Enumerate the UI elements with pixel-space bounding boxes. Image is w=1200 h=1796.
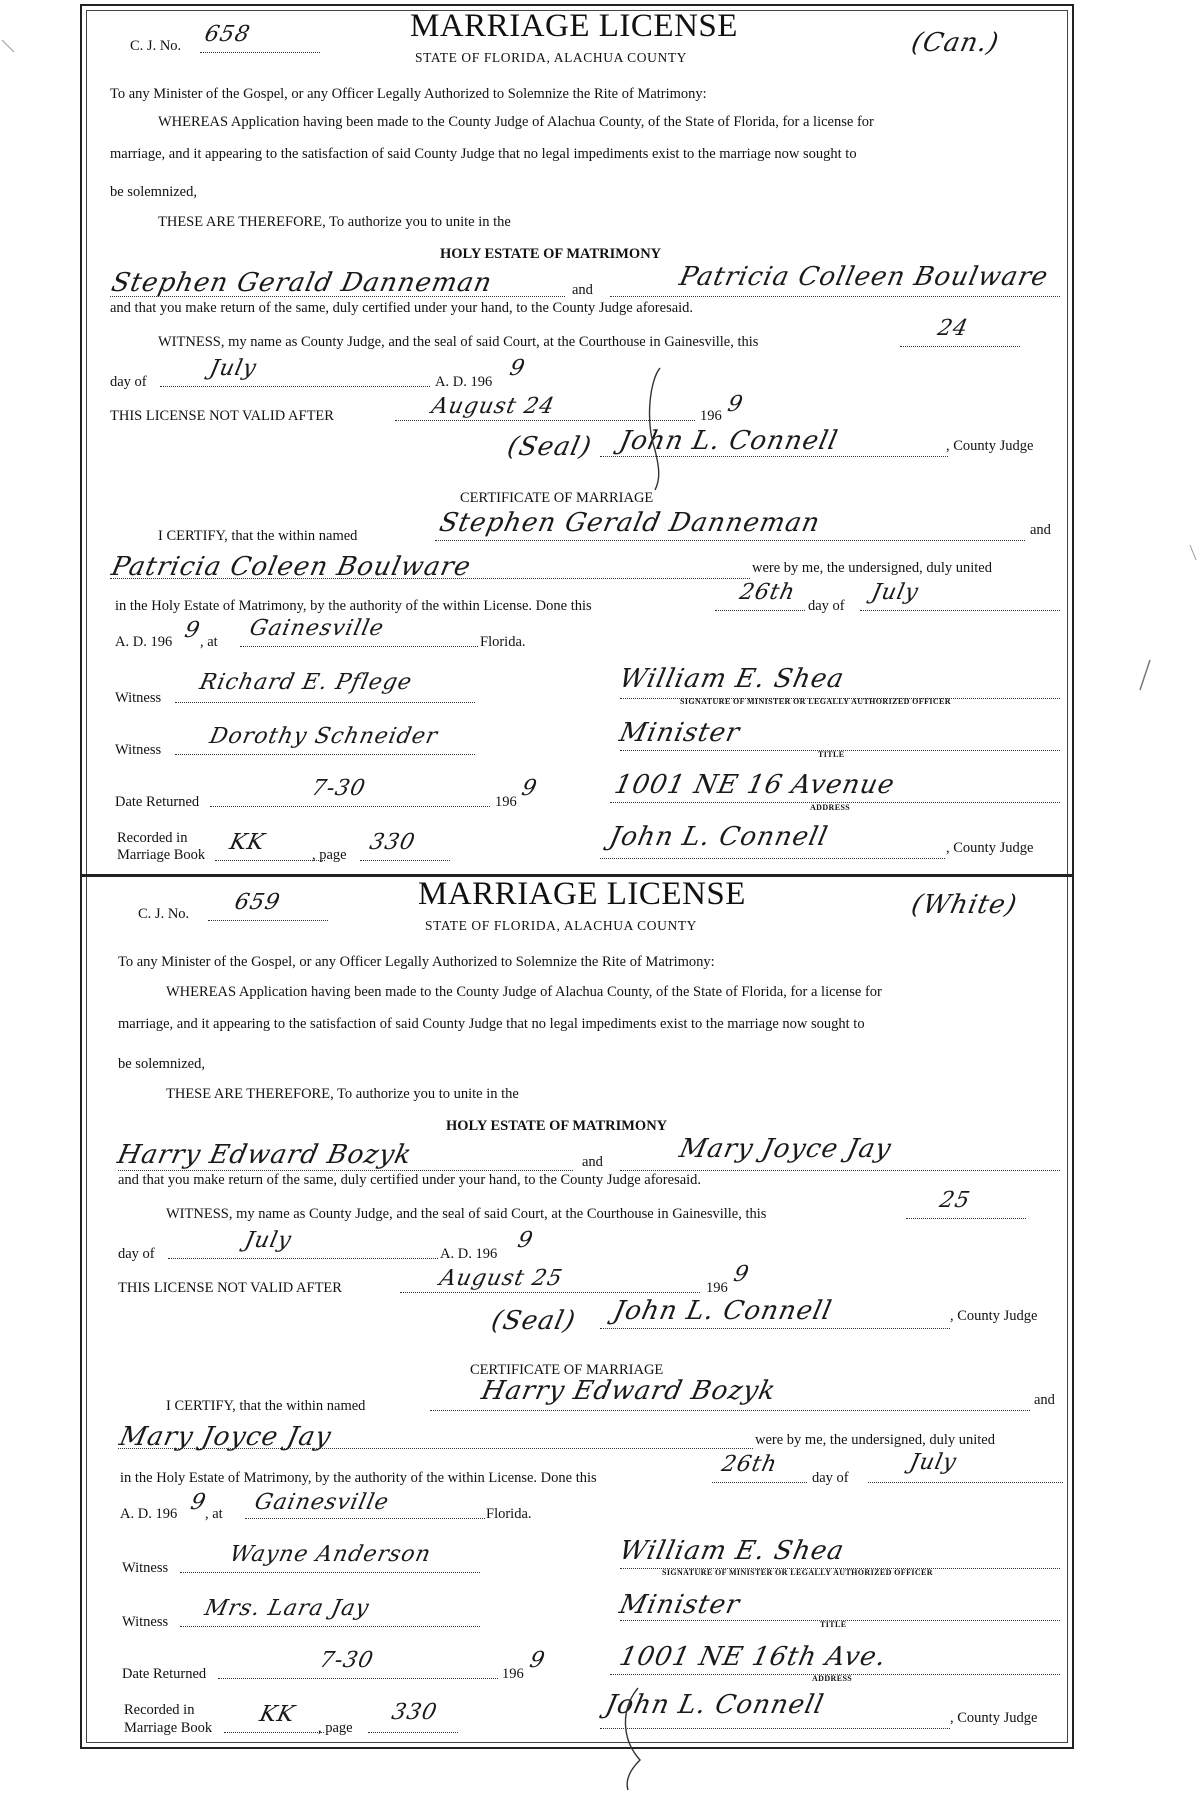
returned-year-prefix: 196 [502, 1666, 524, 1682]
recorded-in-label: Recorded in [117, 830, 188, 846]
cert-groom-name: Harry Edward Bozyk [478, 1376, 779, 1406]
not-valid-label: THIS LICENSE NOT VALID AFTER [110, 408, 334, 424]
cj-number-label: C. J. No. [130, 38, 182, 54]
holy-estate-authority-line: in the Holy Estate of Matrimony, by the authority of the within License. Done this [120, 1470, 597, 1486]
margin-mark [2, 40, 14, 52]
witness-day: 25 [937, 1188, 973, 1213]
done-month: July [869, 580, 922, 605]
whereas-line-1: WHEREAS Application having been made to the County Judge of Alachua County, of the State of Florida, for a license for [158, 114, 874, 130]
whereas-line-2: marriage, and it appearing to the satisfaction of said County Judge that no legal impediments exist to the marriage now sought to [118, 1016, 865, 1032]
witness-label-2: Witness [115, 742, 162, 758]
seal-mark: (Seal) [488, 1306, 579, 1336]
cert-and-word: and [1034, 1392, 1055, 1408]
witness-line: WITNESS, my name as County Judge, and the seal of said Court, at the Courthouse in Gainesville, this [166, 1206, 767, 1222]
ad-year: 9 [188, 1490, 209, 1515]
page-label: , page [318, 1720, 353, 1736]
license-month: July [242, 1228, 295, 1253]
not-valid-date: August 24 [429, 394, 558, 419]
address-line: To any Minister of the Gospel, or any Officer Legally Authorized to Solemnize the Rite of Matrimony: [110, 86, 707, 102]
whereas-line-2: marriage, and it appearing to the satisfaction of said County Judge that no legal impediments exist to the marriage now sought to [110, 146, 857, 162]
officer-title-value: Minister [616, 1590, 743, 1620]
signature-caption: SIGNATURE OF MINISTER OR LEGALLY AUTHORIZED OFFICER [680, 697, 951, 706]
cj-number-label: C. J. No. [138, 906, 190, 922]
not-valid-year-digit: 9 [731, 1262, 752, 1287]
florida-label: Florida. [486, 1506, 532, 1522]
ad-at-label: A. D. 196 [120, 1506, 178, 1522]
margin-mark [1140, 660, 1150, 690]
holy-estate-authority-line: in the Holy Estate of Matrimony, by the authority of the within License. Done this [115, 598, 592, 614]
date-returned-label: Date Returned [115, 794, 200, 810]
page-value: 330 [389, 1700, 440, 1725]
book-value: KK [257, 1702, 298, 1727]
return-line: and that you make return of the same, duly certified under your hand, to the County Judge aforesaid. [110, 300, 694, 316]
license-subtitle: STATE OF FLORIDA, ALACHUA COUNTY [415, 50, 688, 65]
recorded-judge-signature: John L. Connell [602, 1690, 827, 1720]
returned-date: 7-30 [309, 776, 369, 801]
officer-address: 1001 NE 16th Ave. [616, 1642, 890, 1672]
returned-year-prefix: 196 [495, 794, 517, 810]
whereas-line-1: WHEREAS Application having been made to the County Judge of Alachua County, of the State of Florida, for a license for [166, 984, 882, 1000]
ad-label: A. D. 196 [440, 1246, 498, 1262]
day-of-label-2: day of [812, 1470, 849, 1486]
witness-label-1: Witness [122, 1560, 169, 1576]
cert-and-word: and [1030, 522, 1051, 538]
license-year-digit: 9 [515, 1228, 536, 1253]
witness-day: 24 [935, 316, 971, 341]
book-value: KK [227, 830, 268, 855]
bride-name: Patricia Colleen Boulware [676, 262, 1052, 292]
florida-label: Florida. [480, 634, 526, 650]
done-day: 26th [719, 1452, 780, 1477]
marriage-book-label: Marriage Book [117, 847, 206, 863]
address-caption: ADDRESS [810, 803, 851, 812]
not-valid-label: THIS LICENSE NOT VALID AFTER [118, 1280, 342, 1296]
ad-year: 9 [182, 618, 203, 643]
ad-label: A. D. 196 [435, 374, 493, 390]
page-value: 330 [367, 830, 418, 855]
groom-name: Stephen Gerald Danneman [108, 268, 496, 298]
cert-groom-name: Stephen Gerald Danneman [436, 508, 824, 538]
recorded-judge-signature: John L. Connell [606, 822, 831, 852]
witness-label-2: Witness [122, 1614, 169, 1630]
county-judge-label: , County Judge [950, 1308, 1038, 1324]
done-day: 26th [737, 580, 798, 605]
united-line: were by me, the undersigned, duly united [752, 560, 992, 576]
certificate-title: CERTIFICATE OF MARRIAGE [470, 1362, 664, 1378]
at-label: , at [205, 1506, 223, 1522]
witness-2-signature: Dorothy Schneider [207, 724, 441, 749]
judge-signature: John L. Connell [616, 426, 841, 456]
cert-bride-name: Mary Joyce Jay [116, 1422, 335, 1452]
not-valid-year-digit: 9 [725, 392, 746, 417]
not-valid-year-prefix: 196 [706, 1280, 728, 1296]
therefore-line: THESE ARE THEREFORE, To authorize you to unite in the [166, 1086, 519, 1102]
day-of-label-2: day of [808, 598, 845, 614]
at-label: , at [200, 634, 218, 650]
race-annotation: (White) [908, 890, 1021, 920]
judge-signature: John L. Connell [610, 1296, 835, 1326]
returned-year-digit: 9 [527, 1648, 548, 1673]
license-month: July [207, 356, 260, 381]
witness-1-signature: Wayne Anderson [227, 1542, 434, 1567]
witness-1-signature: Richard E. Pflege [197, 670, 415, 695]
license-subtitle: STATE OF FLORIDA, ALACHUA COUNTY [425, 918, 698, 933]
bride-name: Mary Joyce Jay [676, 1134, 895, 1164]
holy-estate-heading: HOLY ESTATE OF MATRIMONY [446, 1118, 668, 1134]
marriage-place: Gainesville [247, 616, 387, 641]
officer-address: 1001 NE 16 Avenue [611, 770, 898, 800]
day-of-label: day of [110, 374, 147, 390]
officer-title-value: Minister [616, 718, 743, 748]
title-caption: TITLE [820, 1620, 847, 1629]
done-month: July [907, 1450, 960, 1475]
license-title: MARRIAGE LICENSE [410, 8, 738, 44]
whereas-line-3: be solemnized, [118, 1056, 205, 1072]
race-annotation: (Can.) [908, 28, 1002, 58]
holy-estate-heading: HOLY ESTATE OF MATRIMONY [440, 246, 662, 262]
return-line: and that you make return of the same, duly certified under your hand, to the County Judge aforesaid. [118, 1172, 702, 1188]
certify-line: I CERTIFY, that the within named [166, 1398, 366, 1414]
returned-year-digit: 9 [519, 776, 540, 801]
seal-mark: (Seal) [504, 432, 595, 462]
county-judge-label: , County Judge [946, 438, 1034, 454]
address-caption: ADDRESS [812, 1674, 853, 1683]
address-line: To any Minister of the Gospel, or any Officer Legally Authorized to Solemnize the Rite of Matrimony: [118, 954, 715, 970]
and-word: and [572, 282, 593, 298]
cert-bride-name: Patricia Coleen Boulware [108, 552, 474, 582]
county-judge-label-2: , County Judge [950, 1710, 1038, 1726]
cj-number-value: 658 [202, 22, 253, 47]
page-label: , page [312, 847, 347, 863]
cj-number-value: 659 [232, 890, 283, 915]
date-returned-label: Date Returned [122, 1666, 207, 1682]
day-of-label: day of [118, 1246, 155, 1262]
county-judge-label-2: , County Judge [946, 840, 1034, 856]
witness-label-1: Witness [115, 690, 162, 706]
whereas-line-3: be solemnized, [110, 184, 197, 200]
signature-flourish [625, 1688, 640, 1790]
certificate-title: CERTIFICATE OF MARRIAGE [460, 490, 654, 506]
marriage-book-label: Marriage Book [124, 1720, 213, 1736]
signature-flourish [650, 368, 660, 490]
and-word: and [582, 1154, 603, 1170]
officer-signature: William E. Shea [616, 1536, 848, 1566]
officer-signature: William E. Shea [616, 664, 848, 694]
witness-2-signature: Mrs. Lara Jay [202, 1596, 372, 1621]
united-line: were by me, the undersigned, duly united [755, 1432, 995, 1448]
license-year-digit: 9 [507, 356, 528, 381]
returned-date: 7-30 [317, 1648, 377, 1673]
marriage-place: Gainesville [252, 1490, 392, 1515]
certify-line: I CERTIFY, that the within named [158, 528, 358, 544]
groom-name: Harry Edward Bozyk [114, 1140, 415, 1170]
signature-caption: SIGNATURE OF MINISTER OR LEGALLY AUTHORIZED OFFICER [662, 1568, 933, 1577]
not-valid-year-prefix: 196 [700, 408, 722, 424]
margin-mark [1190, 545, 1196, 560]
witness-line: WITNESS, my name as County Judge, and the seal of said Court, at the Courthouse in Gainesville, this [158, 334, 759, 350]
recorded-in-label: Recorded in [124, 1702, 195, 1718]
therefore-line: THESE ARE THEREFORE, To authorize you to unite in the [158, 214, 511, 230]
title-caption: TITLE [818, 750, 845, 759]
license-title: MARRIAGE LICENSE [418, 876, 746, 912]
not-valid-date: August 25 [437, 1266, 566, 1291]
ad-at-label: A. D. 196 [115, 634, 173, 650]
